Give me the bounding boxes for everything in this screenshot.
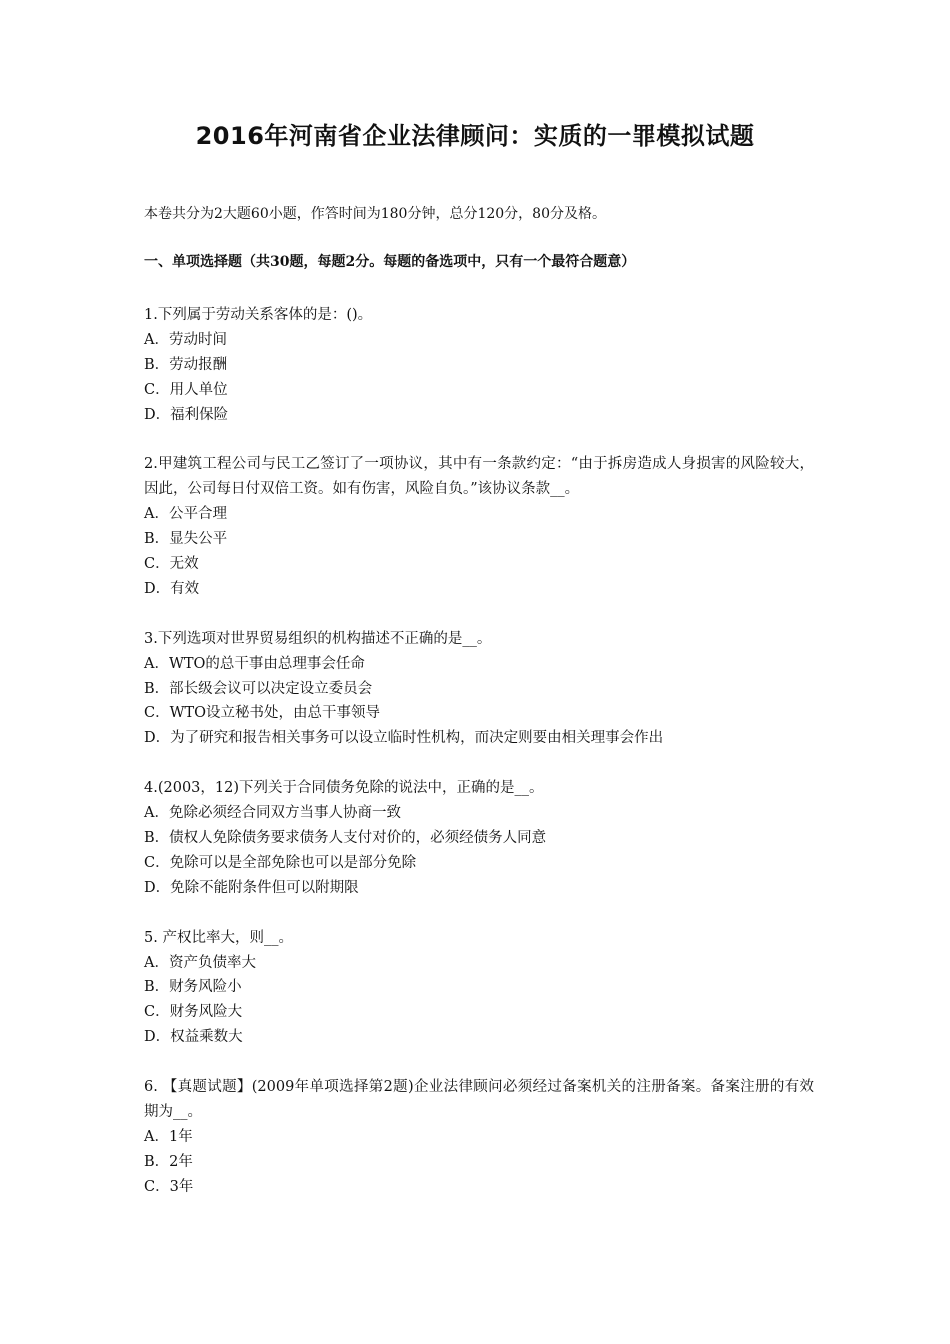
option-d: D．有效: [144, 580, 200, 597]
option-b: B．2年: [144, 1153, 193, 1170]
question-3: [144, 627, 814, 752]
option-a: A．WTO的总干事由总理事会任命: [144, 655, 365, 672]
option-c: C．3年: [144, 1178, 194, 1195]
option-a: A．劳动时间: [144, 331, 227, 348]
question-text: 4.(2003，12)下列关于合同债务免除的说法中，正确的是__。: [144, 780, 544, 797]
question-text: 5. 产权比率大，则__。: [144, 929, 293, 946]
option-b: B．劳动报酬: [144, 356, 228, 373]
question-text: 2.甲建筑工程公司与民工乙签订了一项协议，其中有一条款约定：“由于拆房造成人身损害的风险较大，因此，公司每日付双倍工资。如有伤害，风险自负。”该协议条款__。: [144, 456, 814, 498]
option-d: D．权益乘数大: [144, 1029, 243, 1046]
question-text: 1.下列属于劳动关系客体的是：()。: [144, 307, 373, 323]
option-d: D．为了研究和报告相关事务可以设立临时性机构，而决定则要由相关理事会作出: [144, 730, 664, 747]
option-a: A．资产负债率大: [144, 954, 256, 971]
option-b: B．债权人免除债务要求债务人支付对价的，必须经债务人同意: [144, 829, 547, 846]
question-2: [144, 452, 814, 601]
option-d: D．免除不能附条件但可以附期限: [144, 879, 359, 896]
question-1: [144, 303, 814, 428]
section-heading: 一、单项选择题（共30题，每题2分。每题的备选项中，只有一个最符合题意）: [144, 254, 636, 270]
question-text: 3.下列选项对世界贸易组织的机构描述不正确的是__。: [144, 630, 492, 647]
question-text: 6. 【真题试题】(2009年单项选择第2题)企业法律顾问必须经过备案机关的注册备案。备案注册的有效期为__。: [144, 1079, 814, 1120]
option-c: C．无效: [144, 556, 199, 573]
option-c: C．用人单位: [144, 381, 228, 398]
option-b: B．显失公平: [144, 531, 228, 548]
question-6: [144, 1075, 814, 1200]
option-c: C．财务风险大: [144, 1004, 243, 1021]
question-4: [144, 776, 814, 901]
option-d: D．福利保险: [144, 406, 229, 423]
exam-intro: 本卷共分为2大题60小题，作答时间为180分钟，总分120分，80分及格。: [144, 206, 606, 222]
document-title: 2016年河南省企业法律顾问：实质的一罪模拟试题: [195, 122, 755, 150]
option-b: B．财务风险小: [144, 979, 242, 996]
option-c: C．WTO设立秘书处，由总干事领导: [144, 705, 381, 722]
option-a: A．1年: [144, 1128, 193, 1145]
option-b: B．部长级会议可以决定设立委员会: [144, 680, 373, 697]
question-list: [144, 303, 814, 1224]
option-c: C．免除可以是全部免除也可以是部分免除: [144, 854, 417, 871]
question-5: [144, 926, 814, 1051]
option-a: A．免除必须经合同双方当事人协商一致: [144, 805, 401, 822]
option-a: A．公平合理: [144, 506, 227, 523]
